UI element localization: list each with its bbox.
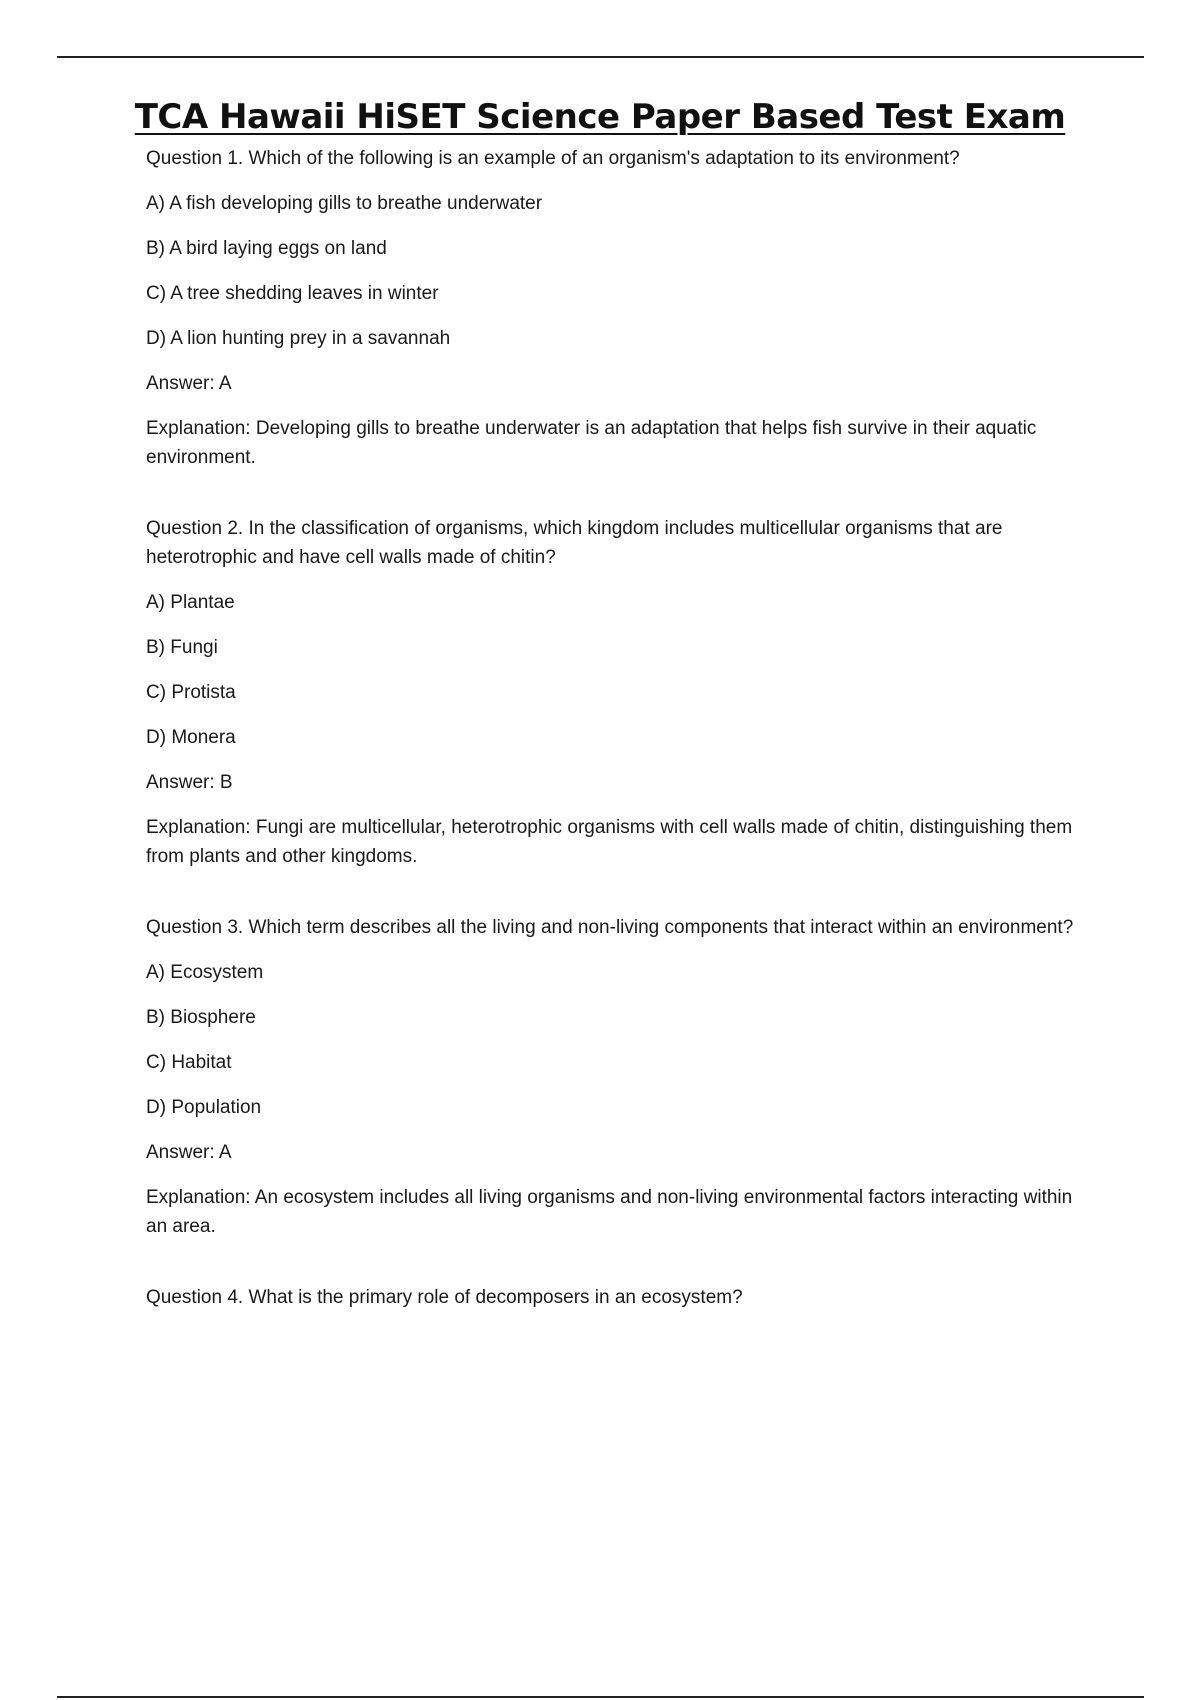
option-d: D) Monera (146, 727, 236, 748)
answer: Answer: A (146, 1142, 232, 1163)
option-c: C) Habitat (146, 1052, 232, 1073)
question-3 (146, 913, 1086, 1241)
option-a: A) Ecosystem (146, 962, 264, 983)
page-title: TCA Hawaii HiSET Science Paper Based Test Exam (134, 96, 1066, 137)
question-2 (146, 514, 1086, 871)
document-body (146, 144, 1086, 1354)
option-d: D) A lion hunting prey in a savannah (146, 328, 451, 349)
question-text: Question 2. In the classification of organisms, which kingdom includes multicellular organisms that are heterotrophic and have cell walls made of chitin? (146, 518, 1003, 568)
top-rule (57, 56, 1144, 58)
option-b: B) A bird laying eggs on land (146, 238, 387, 259)
explanation: Explanation: Fungi are multicellular, heterotrophic organisms with cell walls made of chitin, distinguishing them from plants and other kingdoms. (146, 817, 1073, 867)
option-d: D) Population (146, 1097, 262, 1118)
question-text: Question 4. What is the primary role of decomposers in an ecosystem? (146, 1287, 743, 1308)
answer: Answer: A (146, 373, 232, 394)
option-a: A) Plantae (146, 592, 235, 613)
option-b: B) Fungi (146, 637, 218, 658)
question-4 (146, 1283, 1086, 1312)
option-a: A) A fish developing gills to breathe underwater (146, 193, 543, 214)
explanation: Explanation: An ecosystem includes all living organisms and non-living environmental factors interacting within an area. (146, 1187, 1073, 1237)
question-1 (146, 144, 1086, 472)
answer: Answer: B (146, 772, 233, 793)
question-text: Question 1. Which of the following is an example of an organism's adaptation to its environment? (146, 148, 960, 169)
option-c: C) A tree shedding leaves in winter (146, 283, 439, 304)
option-b: B) Biosphere (146, 1007, 256, 1028)
explanation: Explanation: Developing gills to breathe underwater is an adaptation that helps fish survive in their aquatic environment. (146, 418, 1037, 468)
bottom-rule (57, 1696, 1144, 1698)
option-c: C) Protista (146, 682, 236, 703)
question-text: Question 3. Which term describes all the living and non-living components that interact within an environment? (146, 917, 1074, 938)
